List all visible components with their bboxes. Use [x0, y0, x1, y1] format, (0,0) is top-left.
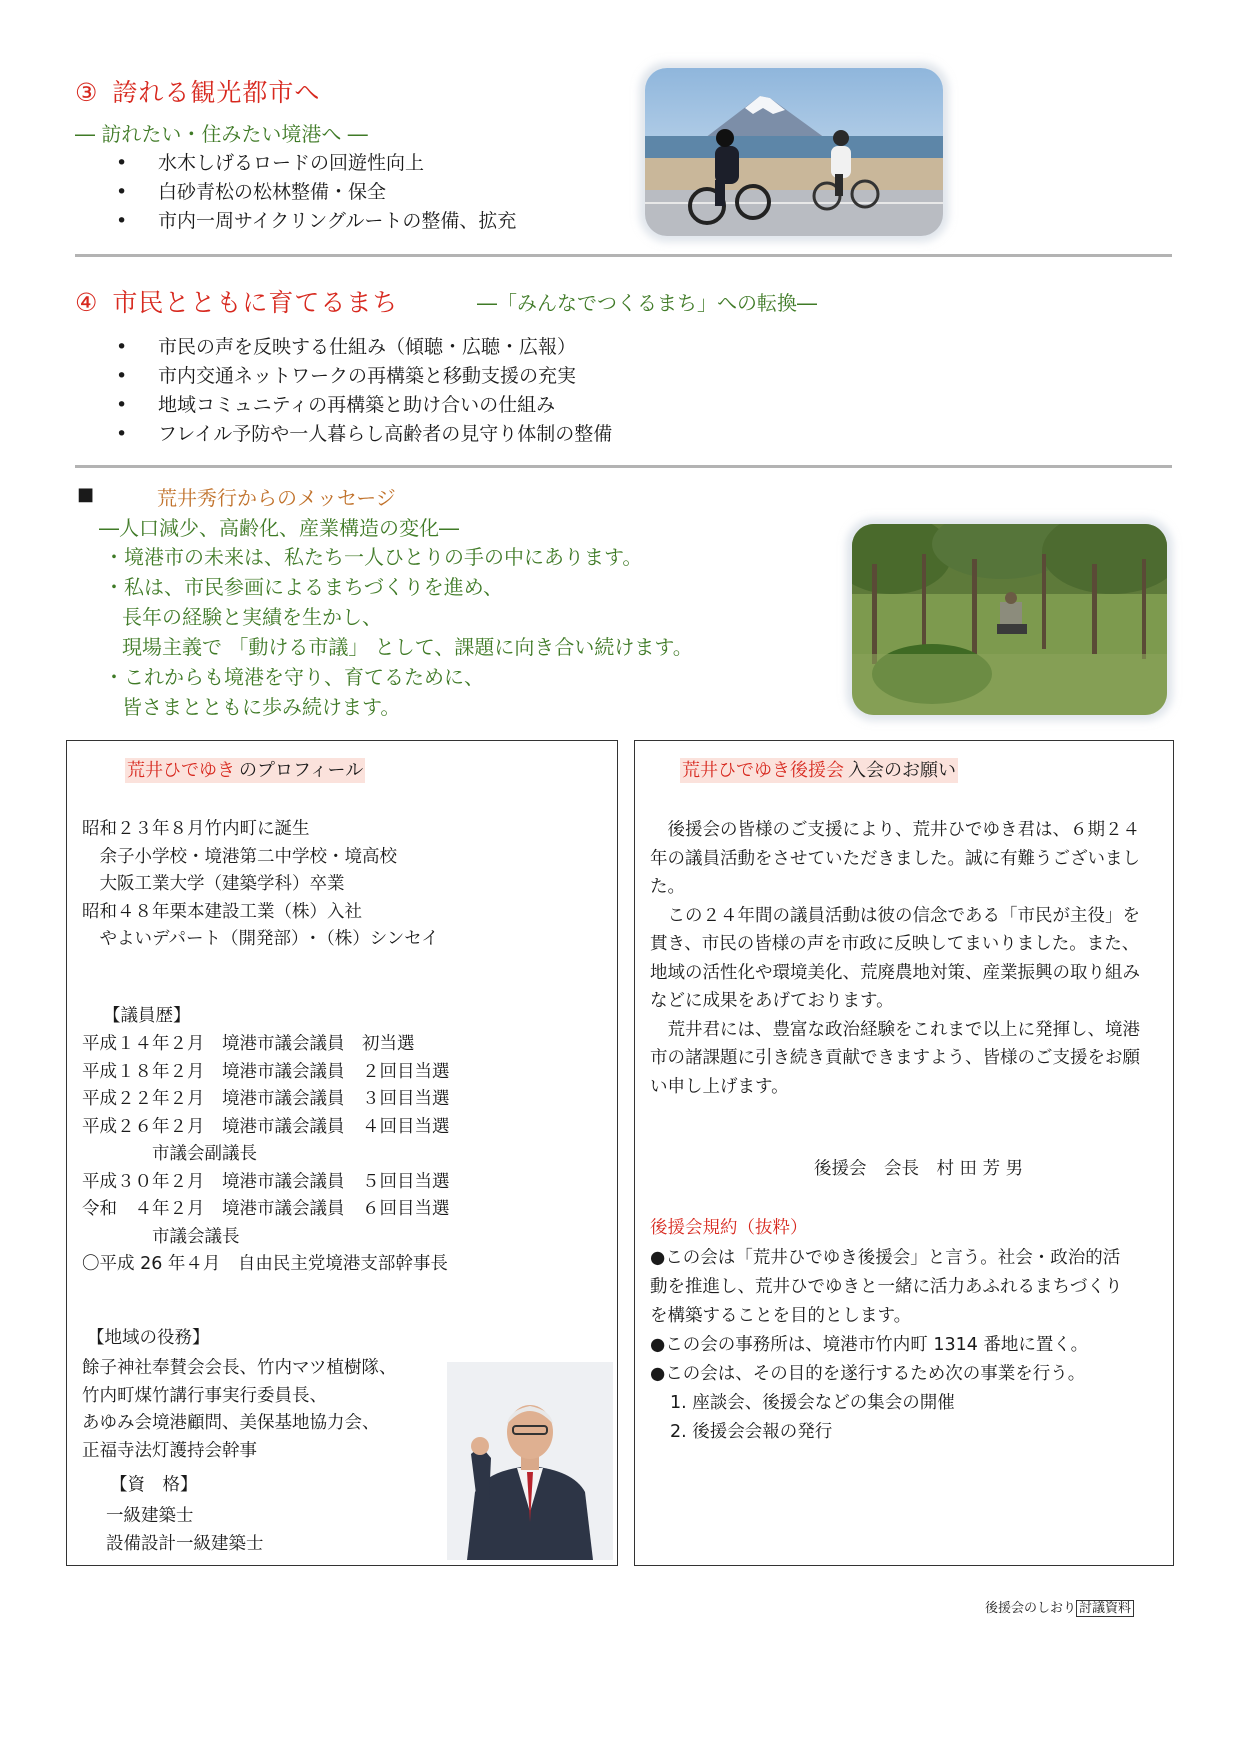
profile-career: [82, 1031, 450, 1279]
section4-subtitle: ―「みんなでつくるまち」への転換―: [477, 291, 817, 315]
list-item: • 地域コミュニティの再構築と助け合いの仕組み: [116, 391, 612, 420]
rule-subitem: 1. 座談会、後援会などの集会の開催: [670, 1393, 955, 1413]
message-title: 荒井秀行からのメッセージ: [157, 486, 396, 510]
section4-title: [75, 283, 398, 319]
pine-forest-photo: [852, 524, 1167, 715]
profile-heading: [125, 756, 365, 782]
support-paragraph: この２４年間の議員活動は彼の信念である「市民が主役」を貫き、市民の皆様の声を市政に反映してまいりました。また、地域の活性化や環境美化、荒廃農地対策、産業振興の取り組みなどに成果をあげております。: [650, 905, 1140, 1011]
pine-forest-illustration: [852, 524, 1167, 715]
career-line: 平成２６年２月 境港市議会議員 ４回目当選: [82, 1116, 450, 1137]
section4-list: [116, 333, 612, 449]
support-signature: 後援会 会長 村 田 芳 男: [814, 1159, 1024, 1179]
support-paragraph: 荒井君には、豊富な政治経験をこれまで以上に発揮し、境港市の諸課題に引き続き貢献できますよう、皆様のご支援をお願い申し上げます。: [650, 1019, 1140, 1097]
list-item: • 市内交通ネットワークの再構築と移動支援の充実: [116, 362, 612, 391]
roles-line: 竹内町煤竹講行事実行委員長、: [82, 1385, 327, 1406]
rule-item: ●この会の事務所は、境港市竹内町 1314 番地に置く。: [650, 1335, 1089, 1355]
footer-framed-label: 討議資料: [1076, 1600, 1134, 1617]
section3-title: [75, 73, 320, 109]
divider: [75, 465, 1172, 468]
message-line: ・これからも境港を守り、育てるために、: [104, 665, 484, 689]
rule-item: ●この会は「荒井ひでゆき後援会」と言う。社会・政治的活動を推進し、荒井ひでゆきと一緒に活力あふれるまちづくりを構築することを目的とします。: [650, 1248, 1123, 1326]
profile-line: やよいデパート（開発部）･（株）シンセイ: [82, 929, 439, 949]
profile-line: 大阪工業大学（建築学科）卒業: [82, 874, 345, 894]
career-line: 〇平成 26 年４月 自由民主党境港支部幹事長: [82, 1254, 448, 1274]
career-heading: 【議員歴】: [103, 1006, 191, 1026]
support-heading: [680, 756, 958, 782]
section3-title-text: 誇れる観光都市へ: [112, 78, 321, 107]
list-item: • 白砂青松の松林整備・保全: [116, 178, 516, 207]
profile-heading-rest: のプロフィール: [239, 760, 364, 781]
message-subtitle: ―人口減少、高齢化、産業構造の変化―: [99, 516, 459, 540]
cycling-photo: [645, 68, 943, 236]
section4-number: ④: [75, 288, 99, 317]
career-line: 平成３０年２月 境港市議会議員 ５回目当選: [82, 1171, 450, 1192]
career-line: 平成１４年２月 境港市議会議員 初当選: [82, 1034, 415, 1054]
profile-heading-name: 荒井ひでゆき: [127, 760, 235, 781]
career-line: 市議会議長: [82, 1226, 240, 1247]
list-item: • 市内一周サイクリングルートの整備、拡充: [116, 207, 516, 236]
portrait-photo: [447, 1362, 613, 1560]
message-line: 現場主義で 「動ける市議」 として、課題に向き合い続けます。: [122, 635, 693, 659]
message-body: [104, 542, 693, 722]
profile-line: 昭和２３年８月竹内町に誕生: [82, 819, 310, 839]
career-line: 令和 ４年２月 境港市議会議員 ６回目当選: [82, 1199, 450, 1219]
section3-list: [116, 149, 516, 236]
rules-body: [650, 1244, 1128, 1447]
portrait-illustration: [447, 1362, 613, 1560]
profile-qualifications: [106, 1503, 264, 1558]
list-item: • 水木しげるロードの回遊性向上: [116, 149, 516, 178]
message-line: ・境港市の未来は、私たち一人ひとりの手の中にあります。: [104, 545, 643, 569]
support-paragraph: 後援会の皆様のご支援により、荒井ひでゆき君は、６期２４年の議員活動をさせていただきました。誠に有難うございました。: [650, 820, 1140, 897]
profile-line: 昭和４８年栗本建設工業（株）入社: [82, 901, 362, 922]
career-line: 市議会副議長: [82, 1144, 257, 1164]
message-marker: ■: [77, 484, 95, 505]
support-body: [650, 816, 1155, 1101]
rule-subitem: 2. 後援会会報の発行: [670, 1422, 833, 1442]
list-item: • フレイル予防や一人暮らし高齢者の見守り体制の整備: [116, 420, 612, 449]
qualification-heading: 【資 格】: [110, 1475, 198, 1495]
career-line: 平成２２年２月 境港市議会議員 ３回目当選: [82, 1089, 450, 1109]
rules-heading: 後援会規約（抜粋）: [650, 1218, 808, 1238]
career-line: 平成１８年２月 境港市議会議員 ２回目当選: [82, 1061, 450, 1082]
footer-text: 後援会のしおり: [985, 1601, 1077, 1616]
support-heading-rest: 入会のお願い: [848, 760, 956, 781]
section4-title-text: 市民とともに育てるまち: [112, 288, 399, 317]
profile-line: 余子小学校・境港第二中学校・境高校: [82, 846, 397, 867]
cycling-photo-illustration: [645, 68, 943, 236]
profile-roles: [82, 1355, 396, 1465]
rule-item: ●この会は、その目的を遂行するため次の事業を行う。: [650, 1364, 1086, 1384]
profile-birth: [82, 816, 439, 954]
qualification-line: 一級建築士: [106, 1506, 194, 1526]
section3-number: ③: [75, 78, 99, 107]
list-item: • 市民の声を反映する仕組み（傾聴・広聴・広報）: [116, 333, 612, 362]
message-line: 皆さまとともに歩み続けます。: [122, 695, 401, 719]
roles-line: あゆみ会境港顧問、美保基地協力会、: [82, 1413, 380, 1433]
roles-line: 餘子神社奉賛会会長、竹内マツ植樹隊、: [82, 1358, 397, 1378]
divider: [75, 254, 1172, 257]
roles-line: 正福寺法灯護持会幹事: [82, 1440, 257, 1461]
message-line: ・私は、市民参画によるまちづくりを進め、: [104, 575, 503, 599]
qualification-line: 設備設計一級建築士: [106, 1533, 264, 1554]
section3-subtitle: ― 訪れたい・住みたい境港へ ―: [75, 122, 368, 146]
footer: [985, 1597, 1134, 1616]
message-line: 長年の経験と実績を生かし、: [122, 605, 382, 629]
support-heading-name: 荒井ひでゆき後援会: [682, 760, 844, 781]
roles-heading: 【地域の役務】: [87, 1328, 210, 1348]
